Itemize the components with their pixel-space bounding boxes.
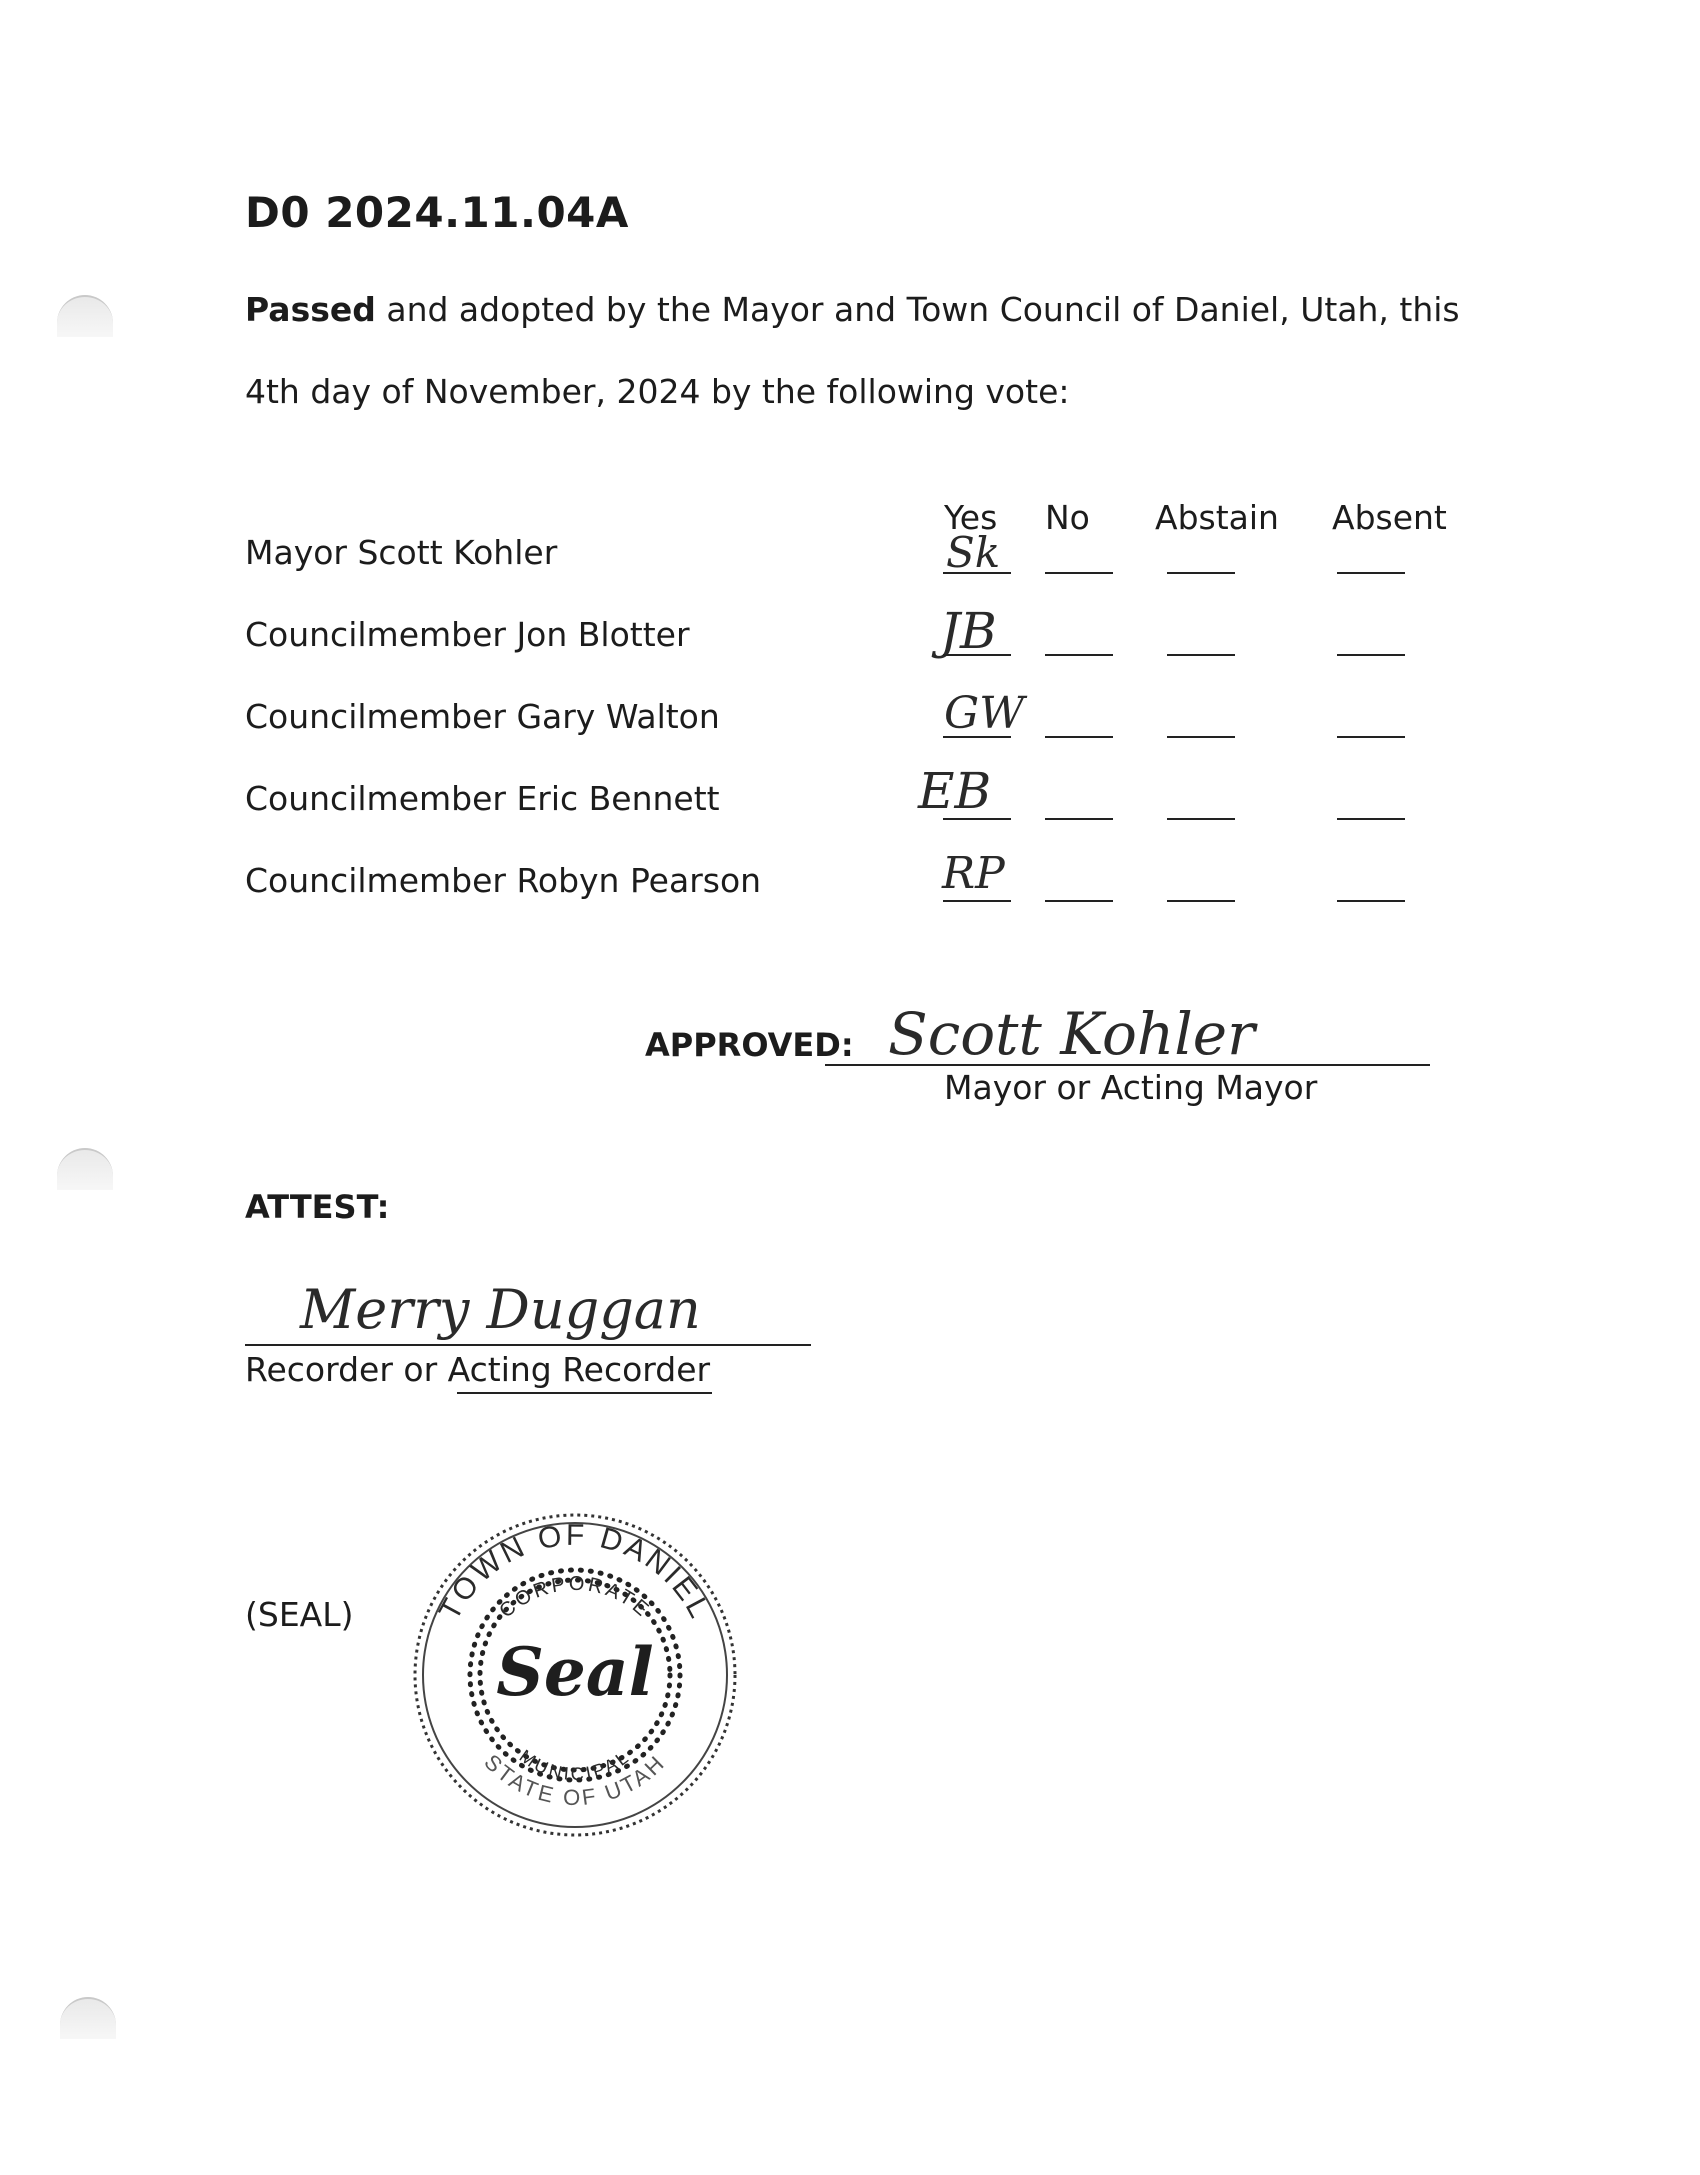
vote-row-name: Councilmember Gary Walton (245, 697, 720, 736)
column-header-abstain: Abstain (1155, 498, 1279, 537)
approved-label: APPROVED: (645, 1026, 854, 1064)
no-blank (1045, 736, 1113, 738)
mayor-signature: Scott Kohler (888, 1000, 1255, 1068)
seal-inner-top-text: CORPORATE (495, 1572, 655, 1623)
yes-blank (943, 818, 1011, 820)
recorder-caption-underline (457, 1392, 712, 1394)
resolution-paragraph-line2: 4th day of November, 2024 by the following vote: (245, 372, 1070, 411)
absent-blank (1337, 900, 1405, 902)
yes-blank (943, 572, 1011, 574)
no-blank (1045, 818, 1113, 820)
seal-label: (SEAL) (245, 1595, 354, 1634)
passed-word: Passed (245, 290, 376, 329)
recorder-signature: Merry Duggan (300, 1278, 701, 1341)
yes-blank (943, 900, 1011, 902)
no-blank (1045, 900, 1113, 902)
column-header-no: No (1045, 498, 1090, 537)
punch-hole (60, 1997, 116, 2039)
recorder-caption: Recorder or Acting Recorder (245, 1350, 711, 1389)
punch-hole (57, 295, 113, 337)
absent-blank (1337, 654, 1405, 656)
yes-initials: RP (942, 848, 1005, 899)
absent-blank (1337, 736, 1405, 738)
yes-initials: Sk (946, 528, 1001, 577)
yes-blank (943, 736, 1011, 738)
vote-row-name: Councilmember Robyn Pearson (245, 861, 762, 900)
column-header-absent: Absent (1332, 498, 1447, 537)
mayor-caption: Mayor or Acting Mayor (944, 1068, 1318, 1107)
resolution-paragraph-line1 (245, 290, 1460, 330)
column-header-yes: Yes (944, 498, 998, 537)
mayor-signature-line (825, 1064, 1430, 1066)
corporate-seal (395, 1495, 755, 1855)
no-blank (1045, 654, 1113, 656)
punch-hole (57, 1148, 113, 1190)
abstain-blank (1167, 654, 1235, 656)
vote-row-name: Councilmember Jon Blotter (245, 615, 690, 654)
absent-blank (1337, 572, 1405, 574)
vote-row-name: Mayor Scott Kohler (245, 533, 558, 572)
yes-blank (943, 654, 1011, 656)
attest-label: ATTEST: (245, 1188, 390, 1226)
document-title: D0 2024.11.04A (245, 188, 629, 237)
absent-blank (1337, 818, 1405, 820)
seal-center-text: Seal (496, 1633, 654, 1711)
no-blank (1045, 572, 1113, 574)
seal-outer-bottom-text: STATE OF UTAH (479, 1749, 671, 1811)
yes-initials: GW (944, 688, 1025, 739)
abstain-blank (1167, 572, 1235, 574)
yes-initials: JB (940, 602, 997, 660)
seal-outer-top-text: TOWN OF DANIEL (432, 1518, 718, 1626)
recorder-signature-line (245, 1344, 811, 1346)
paragraph-text: and adopted by the Mayor and Town Council of Daniel, Utah, this (375, 290, 1460, 329)
vote-row-name: Councilmember Eric Bennett (245, 779, 720, 818)
yes-initials: EB (918, 762, 992, 820)
seal-inner-bottom-text: MUNICIPAL (515, 1745, 635, 1785)
abstain-blank (1167, 900, 1235, 902)
abstain-blank (1167, 736, 1235, 738)
abstain-blank (1167, 818, 1235, 820)
